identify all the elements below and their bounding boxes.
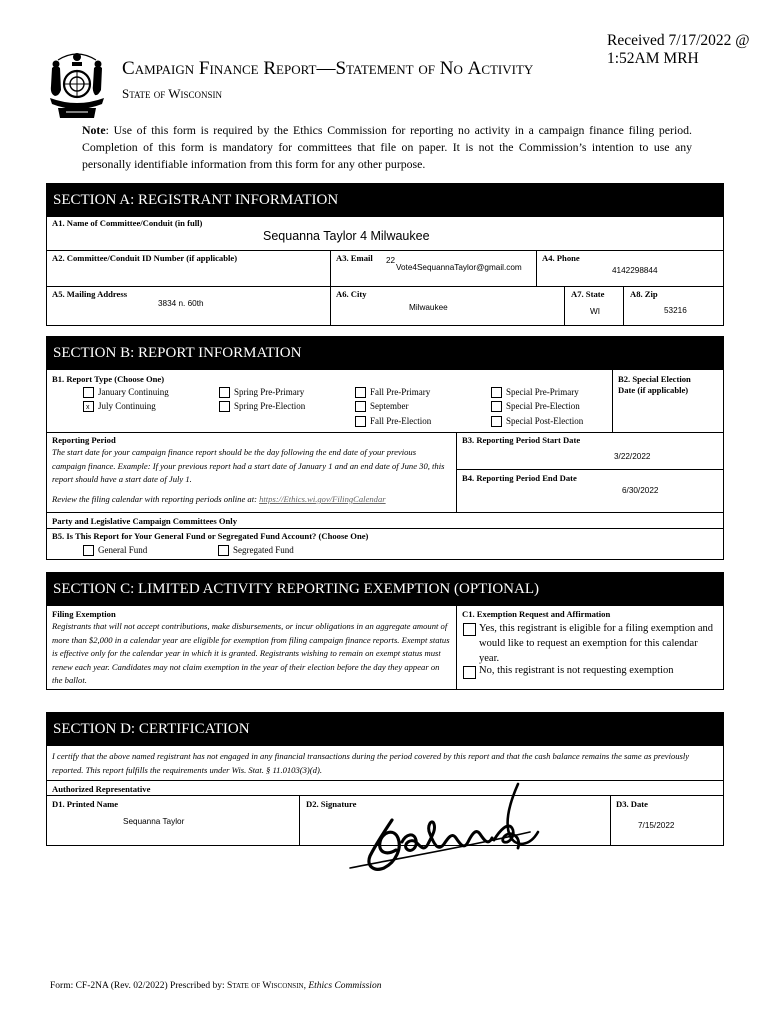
col-divider (536, 250, 537, 286)
col-divider (456, 432, 457, 512)
section-c-heading: SECTION C: LIMITED ACTIVITY REPORTING EXEMPTION (OPTIONAL) (46, 572, 724, 606)
d1-label: D1. Printed Name (52, 799, 119, 809)
end-date-field[interactable]: 6/30/2022 (622, 486, 659, 495)
option-special-pre-election: Special Pre-Election (506, 401, 580, 411)
checkbox-special-post-election[interactable] (491, 416, 502, 427)
c1-label: C1. Exemption Request and Affirmation (462, 609, 611, 619)
certification-text: I certify that the above named registrant has not engaged in any financial transactions during the period covered by this report and that the cash balance remains the same as previously reported. This report fulfills the requirements under Wis. Stat. § 11.0103(3)(d). (52, 751, 690, 775)
zip-field[interactable]: 53216 (664, 306, 687, 315)
checkbox-september[interactable] (355, 401, 366, 412)
a8-label: A8. Zip (630, 289, 658, 299)
form-title: Campaign Finance Report—Statement of No Activity (122, 58, 534, 79)
b4-label: B4. Reporting Period End Date (462, 473, 577, 483)
option-september: September (370, 401, 409, 411)
email-prefix: 22 (386, 256, 396, 265)
a6-label: A6. City (336, 289, 367, 299)
received-line-2: 1:52AM MRH (607, 50, 699, 67)
col-divider (456, 606, 457, 690)
option-fall-pre-election: Fall Pre-Election (370, 416, 432, 426)
mailing-address-field[interactable]: 3834 n. 60th (158, 299, 204, 308)
checkbox-july-continuing[interactable] (83, 401, 94, 412)
form-subtitle: State of Wisconsin (122, 86, 223, 101)
checkbox-january-continuing[interactable] (83, 387, 94, 398)
option-july-continuing: July Continuing (98, 401, 156, 411)
received-line-1: Received 7/17/2022 @ (607, 32, 750, 49)
b1-label: B1. Report Type (Choose One) (52, 374, 165, 384)
col-divider (612, 370, 613, 432)
col-divider (610, 795, 611, 846)
checkbox-fall-pre-election[interactable] (355, 416, 366, 427)
special-election-date-field[interactable] (618, 398, 718, 424)
a1-label: A1. Name of Committee/Conduit (in full) (52, 218, 203, 228)
filing-calendar-link[interactable]: https://Ethics.wi.gov/FilingCalendar (259, 494, 386, 504)
state-seal-logo (44, 46, 110, 120)
col-divider (623, 286, 624, 326)
section-d-heading: SECTION D: CERTIFICATION (46, 712, 724, 746)
d3-label: D3. Date (616, 799, 648, 809)
checkbox-exemption-yes[interactable] (463, 623, 476, 636)
b2-label-line-1: B2. Special Election (618, 374, 691, 384)
option-exemption-yes: Yes, this registrant is eligible for a filing exemption and would like to request an exemption for this calendar year. (479, 623, 713, 664)
received-stamp (607, 32, 750, 68)
option-special-post-election: Special Post-Election (506, 416, 584, 426)
committee-name-field[interactable]: Sequanna Taylor 4 Milwaukee (263, 229, 430, 243)
a7-label: A7. State (571, 289, 605, 299)
option-spring-pre-primary: Spring Pre-Primary (234, 387, 305, 397)
section-a-heading: SECTION A: REGISTRANT INFORMATION (46, 183, 724, 217)
checkbox-special-pre-election[interactable] (491, 401, 502, 412)
checkbox-exemption-no[interactable] (463, 666, 476, 679)
city-field[interactable]: Milwaukee (409, 303, 448, 312)
section-b-heading: SECTION B: REPORT INFORMATION (46, 336, 724, 370)
filing-exemption-label: Filing Exemption (52, 609, 116, 619)
handwritten-signature[interactable] (340, 772, 545, 882)
row-divider (46, 250, 724, 251)
checkbox-special-pre-primary[interactable] (491, 387, 502, 398)
checkbox-fall-pre-primary[interactable] (355, 387, 366, 398)
printed-name-field[interactable]: Sequanna Taylor (123, 817, 185, 826)
col-divider (299, 795, 300, 846)
option-exemption-no: No, this registrant is not requesting exemption (479, 665, 674, 676)
a2-label: A2. Committee/Conduit ID Number (if applicable) (52, 253, 238, 263)
a4-label: A4. Phone (542, 253, 580, 263)
form-note (82, 122, 692, 173)
checkbox-segregated-fund[interactable] (218, 545, 229, 556)
calendar-text: Review the filing calendar with reporting periods online at: (52, 494, 260, 504)
party-label: Party and Legislative Campaign Committees Only (52, 516, 237, 526)
b2-label-line-2: Date (if applicable) (618, 385, 689, 395)
a5-label: A5. Mailing Address (52, 289, 128, 299)
row-divider (46, 528, 724, 529)
option-general-fund: General Fund (98, 545, 148, 555)
reporting-period-text: The start date for your campaign finance report should be the day following the end date of your previous campaign finance. Example: If your previous report had a start date of January 1 and an end date of June 30, this report should have a start date of July 1. (52, 447, 445, 484)
calendar-note (52, 493, 386, 507)
state-field[interactable]: WI (590, 307, 601, 316)
checkbox-spring-pre-election[interactable] (219, 401, 230, 412)
option-special-pre-primary: Special Pre-Primary (506, 387, 579, 397)
authorized-rep-label: Authorized Representative (52, 784, 151, 794)
signature-date-field[interactable]: 7/15/2022 (638, 821, 675, 830)
committee-id-field[interactable] (52, 266, 322, 282)
note-label: Note (82, 123, 106, 137)
col-divider (330, 250, 331, 326)
a3-label: A3. Email (336, 253, 373, 263)
start-date-field[interactable]: 3/22/2022 (614, 452, 651, 461)
option-segregated-fund: Segregated Fund (233, 545, 294, 555)
option-spring-pre-election: Spring Pre-Election (234, 401, 306, 411)
b3-label: B3. Reporting Period Start Date (462, 435, 581, 445)
row-divider (456, 469, 724, 470)
email-field[interactable]: Vote4SequannaTaylor@gmail.com (396, 263, 522, 272)
phone-field[interactable]: 4142298844 (612, 266, 658, 275)
row-divider (46, 512, 724, 513)
row-divider (46, 432, 724, 433)
option-january-continuing: January Continuing (98, 387, 169, 397)
note-text: : Use of this form is required by the Ethics Commission for reporting no activity in a campaign finance filing period. Completion of this form is mandatory for committees that file on paper. It is not the Commission’s intention to use any personally identifiable information from this form for any other purpose. (82, 123, 692, 171)
checkbox-spring-pre-primary[interactable] (219, 387, 230, 398)
col-divider (564, 286, 565, 326)
form-footer: Form: CF-2NA (Rev. 02/2022) Prescribed by: State of Wisconsin, Ethics Commission (50, 981, 382, 991)
option-fall-pre-primary: Fall Pre-Primary (370, 387, 431, 397)
reporting-period-label: Reporting Period (52, 435, 116, 445)
checkbox-general-fund[interactable] (83, 545, 94, 556)
b5-label: B5. Is This Report for Your General Fund or Segregated Fund Account? (Choose One) (52, 531, 369, 541)
checkbox-mark: x (86, 404, 90, 411)
d2-label: D2. Signature (306, 799, 357, 809)
filing-exemption-text: Registrants that will not accept contributions, make disbursements, or incur obligations in an aggregate amount of more than $2,000 in a calendar year are eligible for exemption from filing campaign finance reports. Exempt status is effective only for the calendar year in which it is granted. Registrants wishing to remain on exempt status must renew each year. Candidates may not claim exemption in the year of their election before the day they appear on the ballot. (52, 621, 450, 685)
